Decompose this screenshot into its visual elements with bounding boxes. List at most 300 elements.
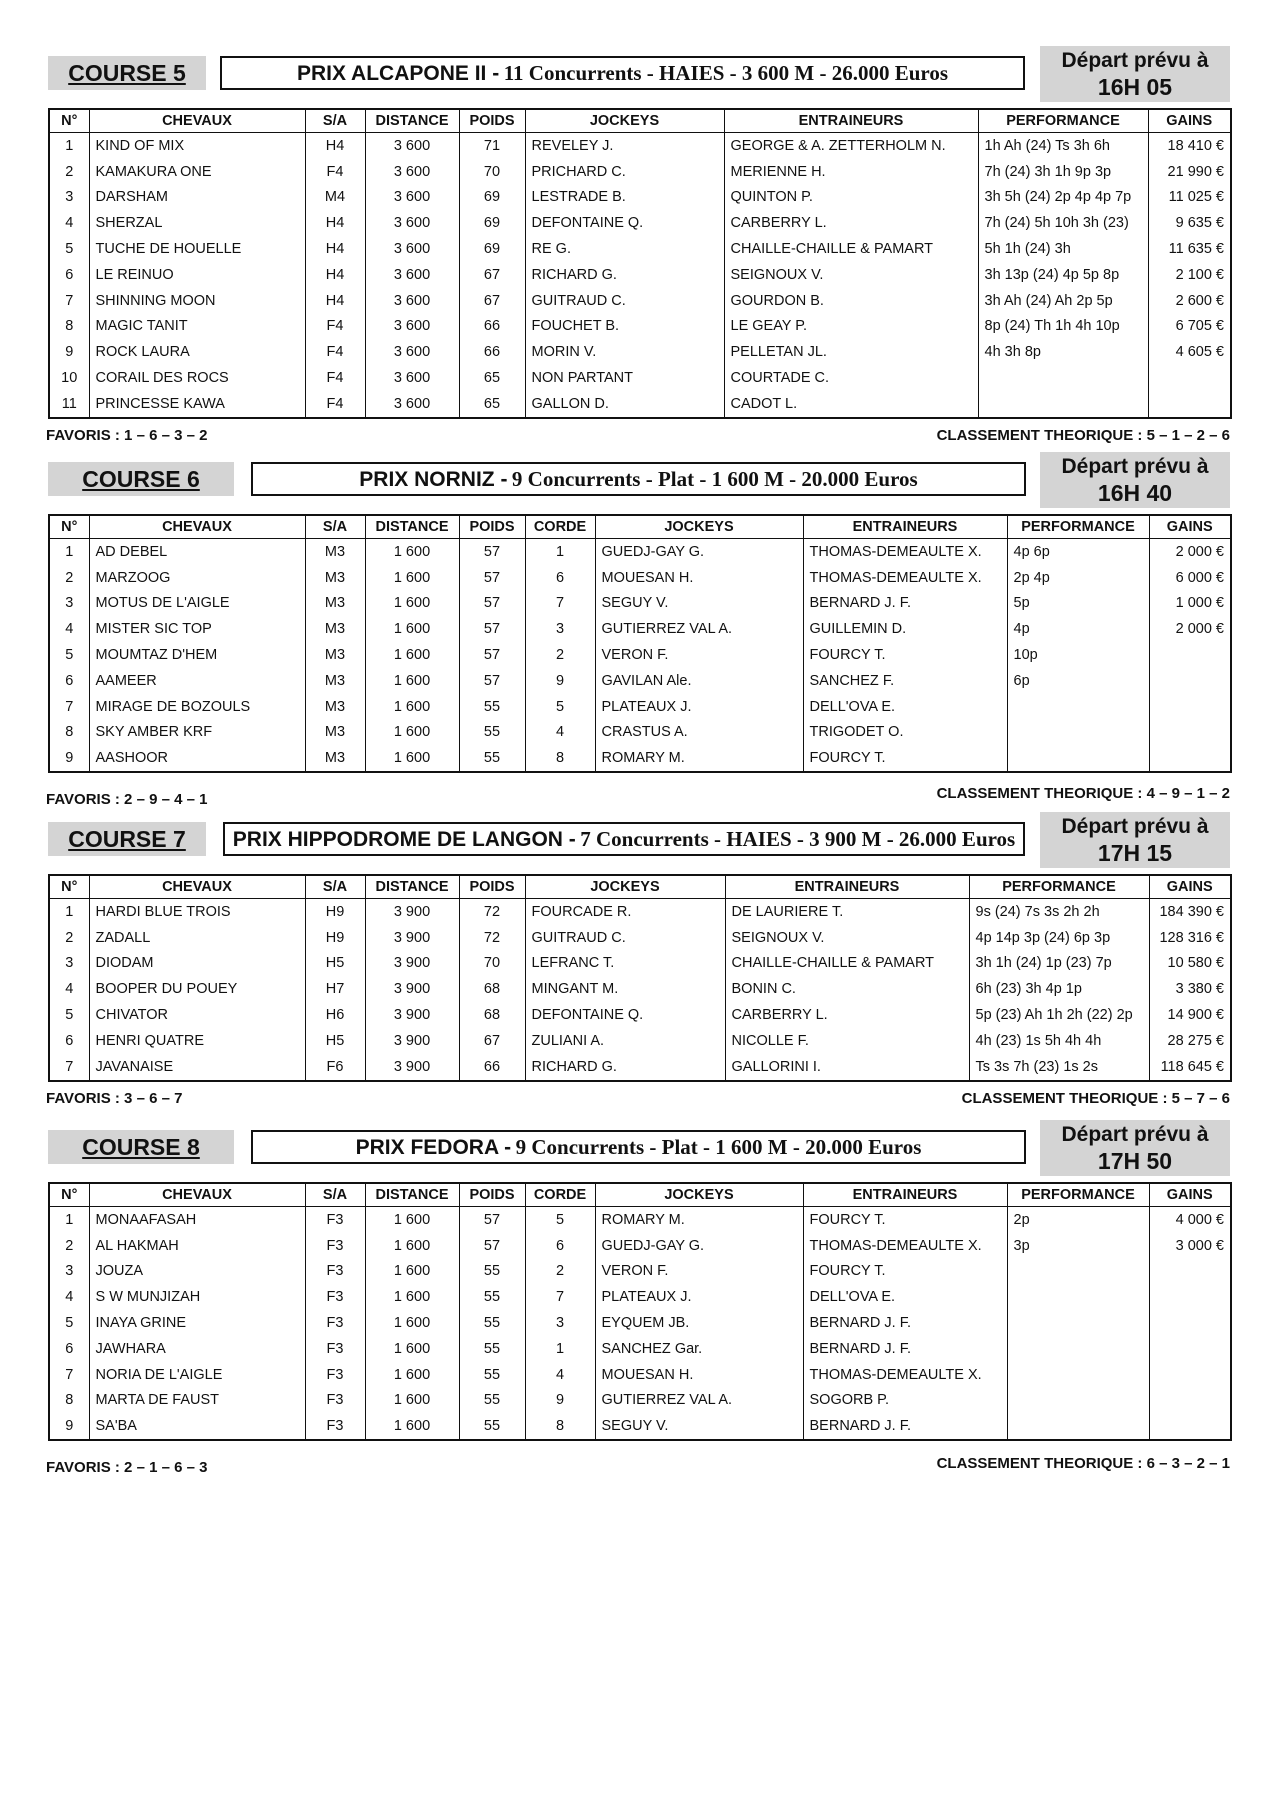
column-header: S/A	[305, 515, 365, 539]
table-cell: F3	[305, 1388, 365, 1414]
table-cell: 67	[459, 1028, 525, 1054]
table-cell	[1007, 1413, 1149, 1440]
table-cell: LE REINUO	[89, 262, 305, 288]
table-cell: EYQUEM JB.	[595, 1310, 803, 1336]
table-cell: 65	[459, 365, 525, 391]
table-cell: 3	[49, 1259, 89, 1285]
table-cell: 9	[49, 339, 89, 365]
table-cell: 6	[49, 262, 89, 288]
table-cell	[978, 391, 1148, 418]
table-cell: LEFRANC T.	[525, 951, 725, 977]
column-header: JOCKEYS	[525, 875, 725, 899]
table-cell: 8p (24) Th 1h 4h 10p	[978, 314, 1148, 340]
table-cell: 1 600	[365, 1362, 459, 1388]
table-cell: 67	[459, 262, 525, 288]
table-cell: ROMARY M.	[595, 745, 803, 772]
table-cell: 1 600	[365, 1413, 459, 1440]
table-cell: 4h 3h 8p	[978, 339, 1148, 365]
column-header: CHEVAUX	[89, 875, 305, 899]
table-cell: 5h 1h (24) 3h	[978, 236, 1148, 262]
table-cell: 55	[459, 1336, 525, 1362]
table-cell: 4	[525, 1362, 595, 1388]
table-cell: DELL'OVA E.	[803, 1284, 1007, 1310]
table-cell: 3 600	[365, 159, 459, 185]
table-cell: 4p 14p 3p (24) 6p 3p	[969, 925, 1149, 951]
table-cell: Ts 3s 7h (23) 1s 2s	[969, 1054, 1149, 1081]
table-cell	[1149, 1388, 1231, 1414]
table-cell	[1149, 1259, 1231, 1285]
table-cell: 10	[49, 365, 89, 391]
table-cell: FOURCY T.	[803, 745, 1007, 772]
table-cell: SA'BA	[89, 1413, 305, 1440]
table-cell: M3	[305, 694, 365, 720]
table-cell: F3	[305, 1284, 365, 1310]
runners-table	[48, 108, 1232, 419]
table-cell: SANCHEZ Gar.	[595, 1336, 803, 1362]
classement-theorique: CLASSEMENT THEORIQUE : 4 – 9 – 1 – 2	[936, 785, 1230, 803]
table-cell: GALLON D.	[525, 391, 724, 418]
table-row	[49, 925, 1231, 951]
table-cell: HARDI BLUE TROIS	[89, 899, 305, 925]
column-header: PERFORMANCE	[969, 875, 1149, 899]
table-cell: 128 316 €	[1149, 925, 1231, 951]
table-cell: 1	[49, 133, 89, 159]
course-label: COURSE 8	[48, 1130, 234, 1164]
table-cell: QUINTON P.	[724, 185, 978, 211]
table-cell: 2	[49, 1233, 89, 1259]
table-row	[49, 1207, 1231, 1233]
table-row	[49, 951, 1231, 977]
table-cell: 6	[49, 1336, 89, 1362]
table-cell: MERIENNE H.	[724, 159, 978, 185]
course-header	[48, 46, 1230, 108]
table-cell: 184 390 €	[1149, 899, 1231, 925]
table-cell: 28 275 €	[1149, 1028, 1231, 1054]
table-row	[49, 668, 1231, 694]
table-row	[49, 1259, 1231, 1285]
table-cell	[1149, 745, 1231, 772]
table-cell	[1149, 642, 1231, 668]
table-cell: 55	[459, 1310, 525, 1336]
table-body	[49, 539, 1231, 773]
prix-details: 11 Concurrents - HAIES - 3 600 M - 26.000 Euros	[503, 61, 949, 85]
table-cell: 57	[459, 1207, 525, 1233]
table-cell: BERNARD J. F.	[803, 1336, 1007, 1362]
table-cell: 2 600 €	[1148, 288, 1231, 314]
table-cell: 1	[49, 1207, 89, 1233]
table-cell: DEFONTAINE Q.	[525, 1002, 725, 1028]
table-cell: 2p	[1007, 1207, 1149, 1233]
table-cell: SOGORB P.	[803, 1388, 1007, 1414]
course-header	[48, 452, 1230, 514]
table-cell: MARZOOG	[89, 565, 305, 591]
table-body	[49, 899, 1231, 1081]
table-cell: F4	[305, 159, 365, 185]
column-header: ENTRAINEURS	[803, 515, 1007, 539]
table-cell: 9 635 €	[1148, 210, 1231, 236]
table-header	[49, 1183, 1231, 1207]
table-cell: F3	[305, 1207, 365, 1233]
table-cell: 4	[49, 210, 89, 236]
table-cell: MONAAFASAH	[89, 1207, 305, 1233]
table-cell: 72	[459, 899, 525, 925]
table-cell: 5	[49, 642, 89, 668]
table-cell: 5p	[1007, 591, 1149, 617]
table-cell: 3h 1h (24) 1p (23) 7p	[969, 951, 1149, 977]
table-row	[49, 339, 1231, 365]
favoris: FAVORIS : 1 – 6 – 3 – 2	[46, 426, 208, 444]
table-row	[49, 1362, 1231, 1388]
table-cell: GEORGE & A. ZETTERHOLM N.	[724, 133, 978, 159]
favoris: FAVORIS : 2 – 1 – 6 – 3	[46, 1459, 208, 1477]
table-cell: FOURCY T.	[803, 1259, 1007, 1285]
table-cell: SHINNING MOON	[89, 288, 305, 314]
table-cell: F4	[305, 339, 365, 365]
table-cell: M3	[305, 720, 365, 746]
table-cell: M4	[305, 185, 365, 211]
table-cell	[1007, 1336, 1149, 1362]
table-cell: GOURDON B.	[724, 288, 978, 314]
depart-time: 16H 05	[1097, 74, 1173, 100]
table-cell: 6p	[1007, 668, 1149, 694]
table-cell: 1 600	[365, 720, 459, 746]
table-cell: H5	[305, 951, 365, 977]
table-cell: H6	[305, 1002, 365, 1028]
header-row	[49, 875, 1231, 899]
table-cell: 2	[49, 159, 89, 185]
table-cell: 3 380 €	[1149, 976, 1231, 1002]
table-cell: VERON F.	[595, 642, 803, 668]
table-cell	[1007, 1362, 1149, 1388]
table-cell: F3	[305, 1310, 365, 1336]
column-header: POIDS	[459, 1183, 525, 1207]
table-cell: FOURCY T.	[803, 642, 1007, 668]
table-cell: KAMAKURA ONE	[89, 159, 305, 185]
table-cell: CHAILLE-CHAILLE & PAMART	[725, 951, 969, 977]
column-header: GAINS	[1149, 875, 1231, 899]
table-cell: 9s (24) 7s 3s 2h 2h	[969, 899, 1149, 925]
column-header: S/A	[305, 109, 365, 133]
table-cell: 7	[49, 288, 89, 314]
table-cell: SEGUY V.	[595, 1413, 803, 1440]
table-cell: SEIGNOUX V.	[724, 262, 978, 288]
table-cell: 57	[459, 565, 525, 591]
table-cell: 69	[459, 210, 525, 236]
table-cell: 1 600	[365, 1207, 459, 1233]
course-header	[48, 1120, 1230, 1182]
prix-name: PRIX FEDORA -	[355, 1136, 512, 1159]
table-row	[49, 210, 1231, 236]
prix-title	[220, 56, 1025, 90]
table-cell: 2p 4p	[1007, 565, 1149, 591]
table-cell: CHAILLE-CHAILLE & PAMART	[724, 236, 978, 262]
table-cell: GALLORINI I.	[725, 1054, 969, 1081]
table-cell: AD DEBEL	[89, 539, 305, 565]
runners-table	[48, 514, 1232, 773]
table-cell: 66	[459, 314, 525, 340]
table-row	[49, 1310, 1231, 1336]
table-cell: GUEDJ-GAY G.	[595, 1233, 803, 1259]
table-cell: THOMAS-DEMEAULTE X.	[803, 539, 1007, 565]
table-cell: 70	[459, 159, 525, 185]
header-row	[49, 515, 1231, 539]
course-8-section	[48, 1120, 1230, 1485]
table-cell: 7	[49, 1362, 89, 1388]
table-cell: SHERZAL	[89, 210, 305, 236]
table-cell: 57	[459, 616, 525, 642]
table-cell: 4p	[1007, 616, 1149, 642]
table-cell: 11 025 €	[1148, 185, 1231, 211]
table-cell: DEFONTAINE Q.	[525, 210, 724, 236]
table-cell: AL HAKMAH	[89, 1233, 305, 1259]
table-cell: 1 600	[365, 1284, 459, 1310]
table-cell	[1007, 1388, 1149, 1414]
table-row	[49, 185, 1231, 211]
table-cell: H4	[305, 262, 365, 288]
table-cell: 5p (23) Ah 1h 2h (22) 2p	[969, 1002, 1149, 1028]
table-cell: JOUZA	[89, 1259, 305, 1285]
table-cell: 2	[525, 1259, 595, 1285]
table-cell: RE G.	[525, 236, 724, 262]
table-cell	[1149, 1310, 1231, 1336]
column-header: CORDE	[525, 515, 595, 539]
table-row	[49, 1336, 1231, 1362]
table-row	[49, 1413, 1231, 1440]
table-cell: 69	[459, 236, 525, 262]
column-header: N°	[49, 515, 89, 539]
column-header: POIDS	[459, 109, 525, 133]
course-label: COURSE 6	[48, 462, 234, 496]
table-cell: 3 600	[365, 236, 459, 262]
table-row	[49, 616, 1231, 642]
table-cell: 1 600	[365, 668, 459, 694]
table-cell: FOURCADE R.	[525, 899, 725, 925]
column-header: JOCKEYS	[595, 515, 803, 539]
table-cell: M3	[305, 616, 365, 642]
table-cell: BOOPER DU POUEY	[89, 976, 305, 1002]
table-cell: H4	[305, 236, 365, 262]
table-cell: GUILLEMIN D.	[803, 616, 1007, 642]
table-cell	[1149, 668, 1231, 694]
table-cell: 10 580 €	[1149, 951, 1231, 977]
table-cell: 3h 5h (24) 2p 4p 4p 7p	[978, 185, 1148, 211]
table-cell: MAGIC TANIT	[89, 314, 305, 340]
table-cell: 3 600	[365, 262, 459, 288]
table-cell: 4	[525, 720, 595, 746]
column-header: CORDE	[525, 1183, 595, 1207]
table-cell: MOTUS DE L'AIGLE	[89, 591, 305, 617]
table-cell: 7	[49, 694, 89, 720]
table-cell: F3	[305, 1362, 365, 1388]
table-cell: 8	[49, 314, 89, 340]
table-cell: 6 705 €	[1148, 314, 1231, 340]
table-cell: 6	[49, 668, 89, 694]
prix-name: PRIX ALCAPONE II -	[296, 62, 500, 85]
depart-box	[1040, 1120, 1230, 1176]
column-header: DISTANCE	[365, 515, 459, 539]
table-cell: 2 000 €	[1149, 616, 1231, 642]
table-cell: SANCHEZ F.	[803, 668, 1007, 694]
table-cell: 1 600	[365, 1336, 459, 1362]
table-row	[49, 591, 1231, 617]
table-header	[49, 515, 1231, 539]
table-cell: 2	[49, 565, 89, 591]
table-cell: 3	[49, 591, 89, 617]
table-row	[49, 1002, 1231, 1028]
depart-box	[1040, 452, 1230, 508]
column-header: JOCKEYS	[595, 1183, 803, 1207]
table-cell: 55	[459, 694, 525, 720]
table-cell: 57	[459, 1233, 525, 1259]
table-cell: 57	[459, 539, 525, 565]
table-cell: 8	[525, 745, 595, 772]
depart-box	[1040, 812, 1230, 868]
table-cell: 3 900	[365, 899, 459, 925]
table-cell: 3 900	[365, 1028, 459, 1054]
table-cell: 3	[49, 185, 89, 211]
table-cell: THOMAS-DEMEAULTE X.	[803, 565, 1007, 591]
table-cell: 65	[459, 391, 525, 418]
table-cell: GAVILAN Ale.	[595, 668, 803, 694]
table-cell	[1149, 1284, 1231, 1310]
column-header: GAINS	[1148, 109, 1231, 133]
table-cell: RICHARD G.	[525, 262, 724, 288]
table-cell: 3 600	[365, 314, 459, 340]
table-cell: H4	[305, 288, 365, 314]
table-cell: 5	[525, 1207, 595, 1233]
table-cell: 1 600	[365, 642, 459, 668]
table-cell: 118 645 €	[1149, 1054, 1231, 1081]
table-cell: GUITRAUD C.	[525, 925, 725, 951]
course-footer	[48, 1090, 1230, 1120]
course-footer	[48, 1455, 1230, 1485]
table-row	[49, 288, 1231, 314]
table-cell: ROMARY M.	[595, 1207, 803, 1233]
table-row	[49, 1388, 1231, 1414]
column-header: CHEVAUX	[89, 515, 305, 539]
table-row	[49, 694, 1231, 720]
table-cell: DIODAM	[89, 951, 305, 977]
table-cell: 71	[459, 133, 525, 159]
table-cell: 9	[49, 745, 89, 772]
table-cell: 3 600	[365, 133, 459, 159]
table-cell: S W MUNJIZAH	[89, 1284, 305, 1310]
table-cell: F4	[305, 365, 365, 391]
table-cell	[1148, 365, 1231, 391]
prix-title	[251, 1130, 1026, 1164]
prix-title	[251, 462, 1026, 496]
table-cell	[978, 365, 1148, 391]
table-cell: 7	[525, 591, 595, 617]
table-body	[49, 133, 1231, 418]
table-cell: 3	[525, 1310, 595, 1336]
table-row	[49, 976, 1231, 1002]
table-cell: GUTIERREZ VAL A.	[595, 616, 803, 642]
table-cell: 66	[459, 1054, 525, 1081]
course-6-section	[48, 452, 1230, 815]
table-cell: H5	[305, 1028, 365, 1054]
table-cell: MOUESAN H.	[595, 565, 803, 591]
table-cell: 4p 6p	[1007, 539, 1149, 565]
column-header: N°	[49, 875, 89, 899]
course-header	[48, 812, 1230, 874]
table-cell: 8	[525, 1413, 595, 1440]
table-cell: 7	[49, 1054, 89, 1081]
table-cell: RICHARD G.	[525, 1054, 725, 1081]
table-cell: NON PARTANT	[525, 365, 724, 391]
table-cell: SEGUY V.	[595, 591, 803, 617]
runners-table	[48, 1182, 1232, 1441]
table-cell: 18 410 €	[1148, 133, 1231, 159]
table-cell: 3 900	[365, 925, 459, 951]
favoris: FAVORIS : 3 – 6 – 7	[46, 1089, 183, 1107]
table-cell: LE GEAY P.	[724, 314, 978, 340]
table-cell: 4h (23) 1s 5h 4h 4h	[969, 1028, 1149, 1054]
table-cell: 1	[49, 899, 89, 925]
table-cell	[1149, 1336, 1231, 1362]
table-cell: M3	[305, 591, 365, 617]
table-cell: THOMAS-DEMEAULTE X.	[803, 1362, 1007, 1388]
prix-title	[223, 822, 1025, 856]
table-cell: 3 900	[365, 951, 459, 977]
table-cell: M3	[305, 668, 365, 694]
table-cell: 1 600	[365, 565, 459, 591]
column-header: DISTANCE	[365, 109, 459, 133]
column-header: PERFORMANCE	[1007, 1183, 1149, 1207]
table-cell: 1 600	[365, 694, 459, 720]
table-cell: FOUCHET B.	[525, 314, 724, 340]
table-cell: MIRAGE DE BOZOULS	[89, 694, 305, 720]
table-cell: 11 635 €	[1148, 236, 1231, 262]
table-row	[49, 1233, 1231, 1259]
table-cell: DELL'OVA E.	[803, 694, 1007, 720]
table-cell: MOUESAN H.	[595, 1362, 803, 1388]
table-cell: 1 600	[365, 591, 459, 617]
table-cell: 1 600	[365, 616, 459, 642]
column-header: PERFORMANCE	[978, 109, 1148, 133]
table-cell: ZULIANI A.	[525, 1028, 725, 1054]
table-cell: PLATEAUX J.	[595, 1284, 803, 1310]
table-cell: 7	[525, 1284, 595, 1310]
table-cell: 57	[459, 668, 525, 694]
table-cell: COURTADE C.	[724, 365, 978, 391]
table-cell: 2	[525, 642, 595, 668]
table-cell: 1 600	[365, 539, 459, 565]
table-cell: BERNARD J. F.	[803, 1310, 1007, 1336]
table-cell: REVELEY J.	[525, 133, 724, 159]
table-cell: 10p	[1007, 642, 1149, 668]
table-cell	[1007, 720, 1149, 746]
table-cell: 57	[459, 591, 525, 617]
table-cell: 1	[525, 1336, 595, 1362]
table-cell: 68	[459, 1002, 525, 1028]
column-header: DISTANCE	[365, 875, 459, 899]
column-header: GAINS	[1149, 1183, 1231, 1207]
table-row	[49, 159, 1231, 185]
table-body	[49, 1207, 1231, 1441]
table-cell: 1	[525, 539, 595, 565]
table-cell: 5	[49, 1310, 89, 1336]
table-row	[49, 642, 1231, 668]
table-row	[49, 1028, 1231, 1054]
course-label: COURSE 5	[48, 56, 206, 90]
table-cell: H4	[305, 210, 365, 236]
table-cell: AASHOOR	[89, 745, 305, 772]
course-label: COURSE 7	[48, 822, 206, 856]
table-cell: 1 600	[365, 1310, 459, 1336]
column-header: N°	[49, 109, 89, 133]
table-cell: INAYA GRINE	[89, 1310, 305, 1336]
